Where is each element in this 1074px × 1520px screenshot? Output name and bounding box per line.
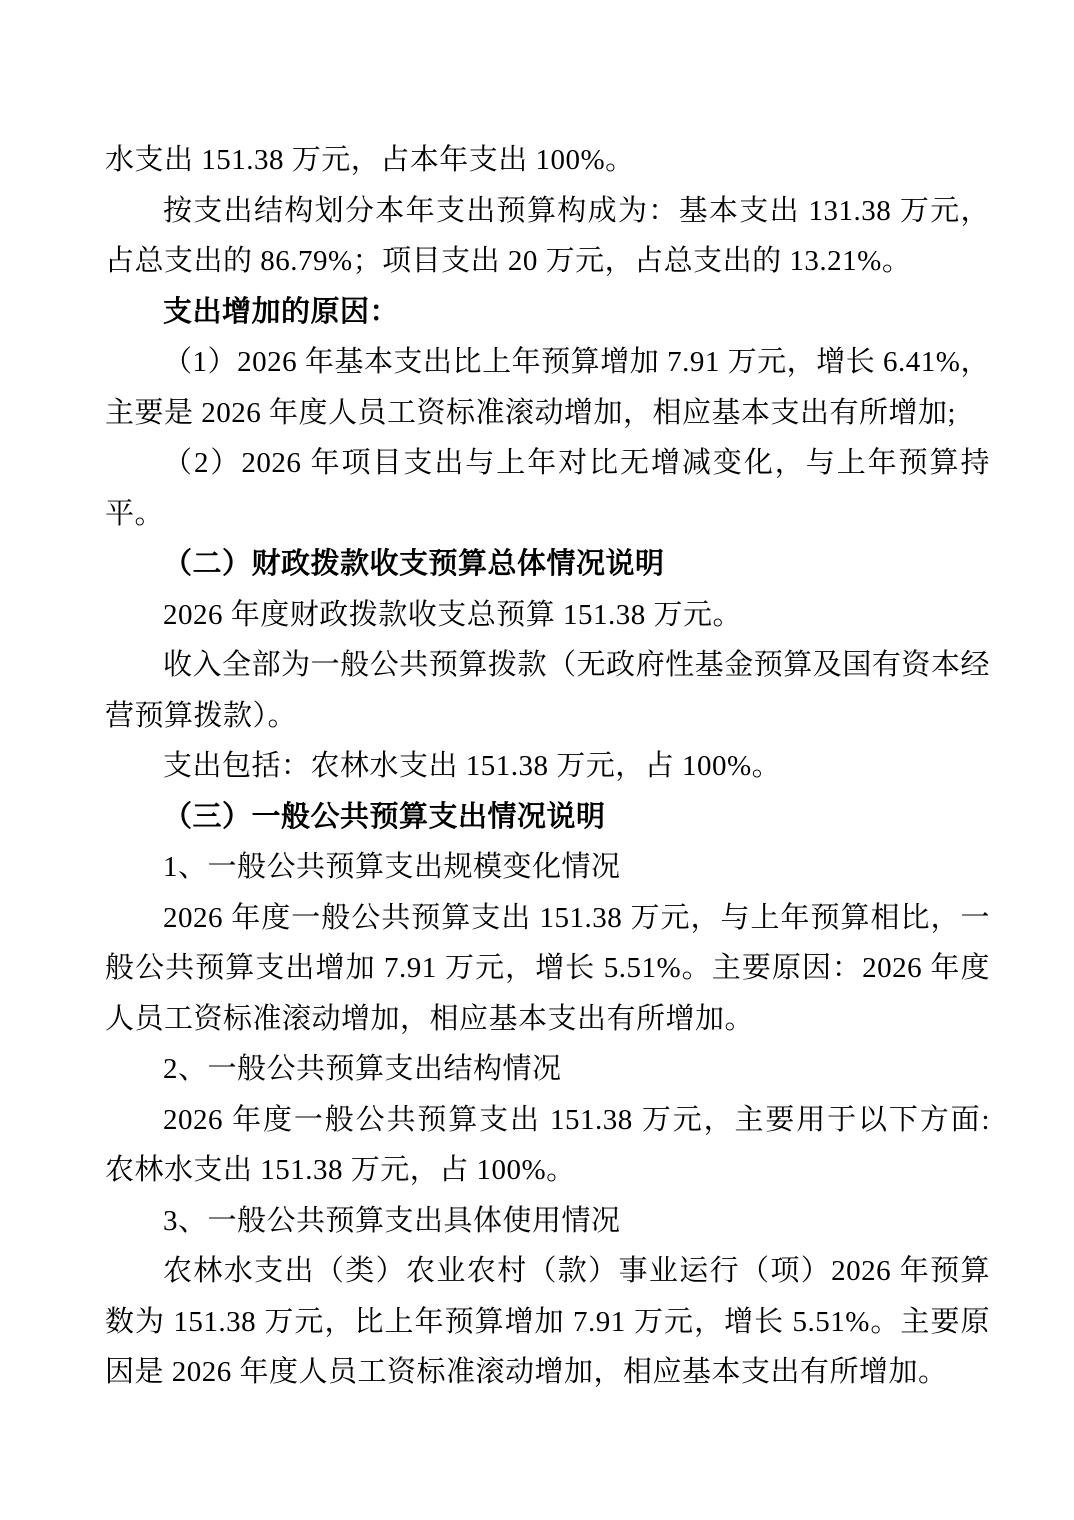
subsection-1-body: 2026 年度一般公共预算支出 151.38 万元，与上年预算相比，一般公共预算支出增加 7.91 万元，增长 5.51%。主要原因：2026 年度人员工资标准滚动增加，相应基本支出有所增加。 (105, 901, 990, 1035)
document-body (105, 135, 990, 1398)
increase-reason-heading: 支出增加的原因： (163, 295, 400, 328)
reason-item-2: （2）2026 年项目支出与上年对比无增减变化，与上年预算持平。 (105, 447, 990, 530)
reason-item-1: （1）2026 年基本支出比上年预算增加 7.91 万元，增长 6.41%，主要是 2026 年度人员工资标准滚动增加，相应基本支出有所增加; (105, 346, 990, 429)
section-2-income: 收入全部为一般公共预算拨款（无政府性基金预算及国有资本经营预算拨款）。 (105, 649, 990, 732)
subsection-3-body: 农林水支出（类）农业农村（款）事业运行（项）2026 年预算数为 151.38 万元，比上年预算增加 7.91 万元，增长 5.51%。主要原因是 2026 年度人员工资标准滚动增加，相应基本支出有所增加。 (105, 1255, 990, 1388)
subsection-1-title: 1、一般公共预算支出规模变化情况 (163, 851, 621, 883)
section-2-total: 2026 年度财政拨款收支总预算 151.38 万元。 (163, 598, 743, 631)
subsection-2-title: 2、一般公共预算支出结构情况 (163, 1053, 562, 1085)
subsection-2-body: 2026 年度一般公共预算支出 151.38 万元，主要用于以下方面: 农林水支出 151.38 万元，占 100%。 (105, 1103, 990, 1186)
section-2-expenditure: 支出包括：农林水支出 151.38 万元，占 100%。 (163, 750, 782, 782)
subsection-3-title: 3、一般公共预算支出具体使用情况 (163, 1204, 621, 1237)
section-3-heading: （三）一般公共预算支出情况说明 (163, 800, 606, 833)
section-2-heading: （二）财政拨款收支预算总体情况说明 (163, 548, 665, 580)
paragraph-expenditure-structure: 按支出结构划分本年支出预算构成为：基本支出 131.38 万元，占总支出的 86.79%；项目支出 20 万元，占总支出的 13.21%。 (105, 194, 990, 277)
paragraph-continuation: 水支出 151.38 万元，占本年支出 100%。 (105, 144, 635, 176)
